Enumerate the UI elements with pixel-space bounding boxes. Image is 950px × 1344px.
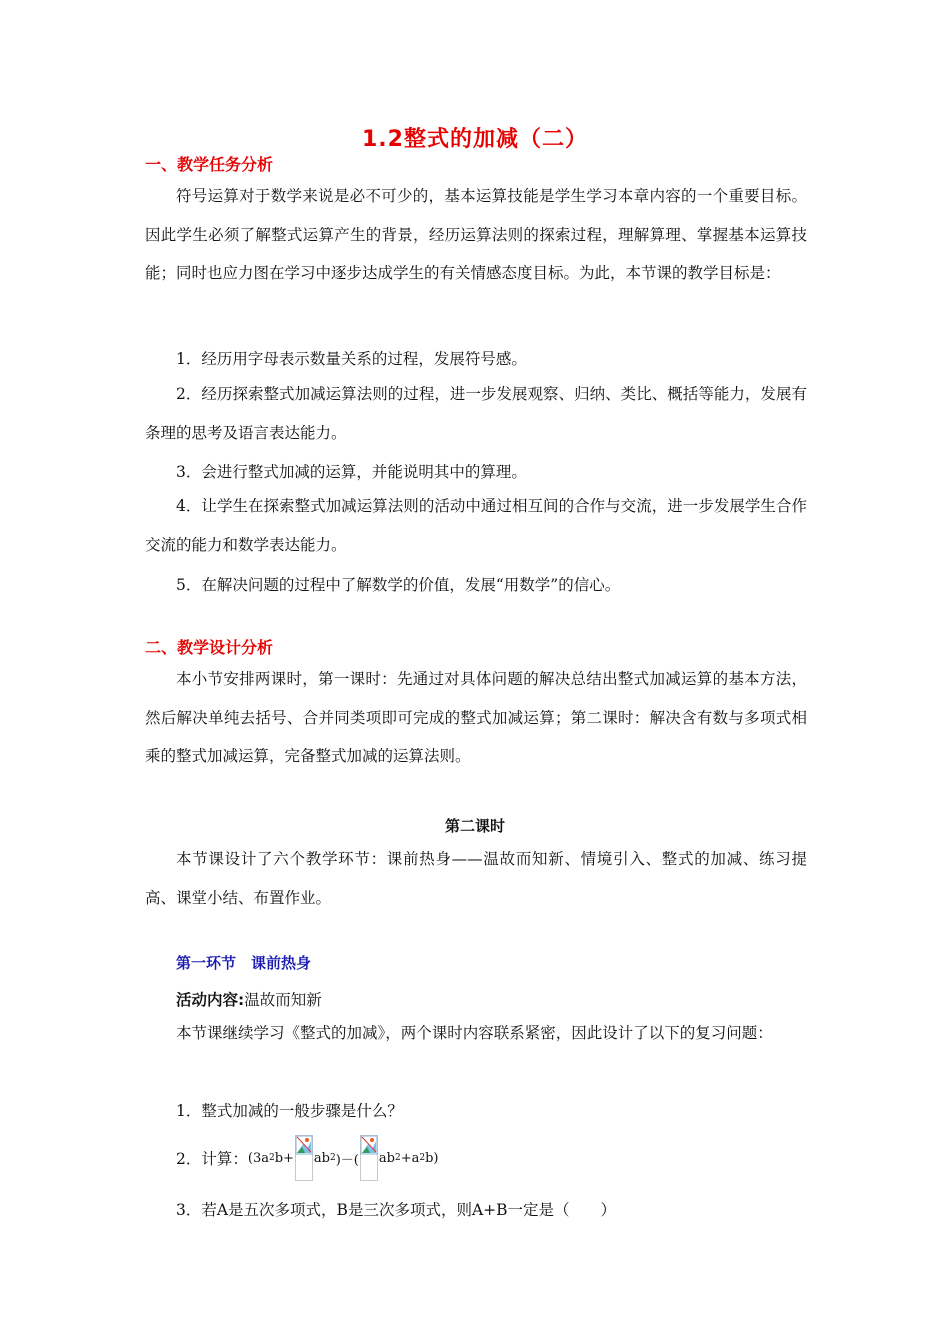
broken-image-icon — [360, 1135, 378, 1181]
exponent: 2 — [330, 1153, 336, 1163]
question-1: 1．整式加减的一般步骤是什么？ — [176, 1102, 403, 1120]
step1-intro: 本节课继续学习《整式的加减》，两个课时内容联系紧密，因此设计了以下的复习问题： — [176, 1024, 773, 1042]
goal-1: 1．经历用字母表示数量关系的过程，发展符号感。 — [176, 350, 527, 368]
section1-intro: 符号运算对于数学来说是必不可少的，基本运算技能是学生学习本章内容的一个重要目标。因此学生必须了解整式运算产生的背景，经历运算法则的探索过程，理解算理、掌握基本运算技能；同时也应力图在学习中逐步达成学生的有关情感态度目标。为此，本节课的教学目标是： — [145, 187, 807, 282]
section2-intro: 本小节安排两课时，第一课时：先通过对具体问题的解决总结出整式加减运算的基本方法，然后解决单纯去括号、合并同类项即可完成的整式加减运算；第二课时：解决含有数与多项式相乘的整式加减运算，完备整式加减的运算法则。 — [145, 670, 807, 765]
question-3: 3．若A是五次多项式，B是三次多项式，则A+B一定是（ ） — [176, 1201, 617, 1219]
section1-heading: 一、教学任务分析 — [145, 155, 274, 174]
activity-value: 温故而知新 — [244, 991, 322, 1009]
goal-4: 4．让学生在探索整式加减运算法则的活动中通过相互间的合作与交流，进一步发展学生合作交流的能力和数学表达能力。 — [145, 497, 807, 554]
document-title: 1.2整式的加减（二） — [362, 127, 588, 152]
formula-part: )－( — [335, 1152, 359, 1168]
section2-heading: 二、教学设计分析 — [145, 638, 274, 657]
activity-line — [176, 988, 322, 1010]
formula-part: ab — [313, 1150, 330, 1166]
formula-part: (3a — [247, 1150, 269, 1166]
exponent: 2 — [268, 1153, 275, 1163]
exponent: 2 — [419, 1153, 426, 1163]
lesson2-intro: 本节课设计了六个教学环节：课前热身——温故而知新、情境引入、整式的加减、练习提高、课堂小结、布置作业。 — [145, 850, 807, 907]
formula-part: ab — [378, 1150, 395, 1166]
activity-label: 活动内容: — [176, 991, 245, 1009]
formula-part: +a — [400, 1150, 420, 1166]
question-2-prefix: 2．计算： — [176, 1150, 248, 1168]
formula-part: b+ — [274, 1150, 294, 1166]
formula — [248, 1135, 439, 1181]
goal-5: 5．在解决问题的过程中了解数学的价值，发展“用数学”的信心。 — [176, 576, 621, 594]
formula-part: b) — [425, 1150, 439, 1166]
broken-image-icon — [295, 1135, 313, 1181]
goal-3: 3．会进行整式加减的运算，并能说明其中的算理。 — [176, 463, 527, 481]
step1-heading: 第一环节 课前热身 — [176, 954, 312, 972]
lesson2-heading: 第二课时 — [444, 817, 505, 835]
question-2 — [176, 1136, 439, 1180]
exponent: 2 — [394, 1153, 401, 1163]
goal-2: 2．经历探索整式加减运算法则的过程，进一步发展观察、归纳、类比、概括等能力，发展有条理的思考及语言表达能力。 — [145, 385, 807, 442]
